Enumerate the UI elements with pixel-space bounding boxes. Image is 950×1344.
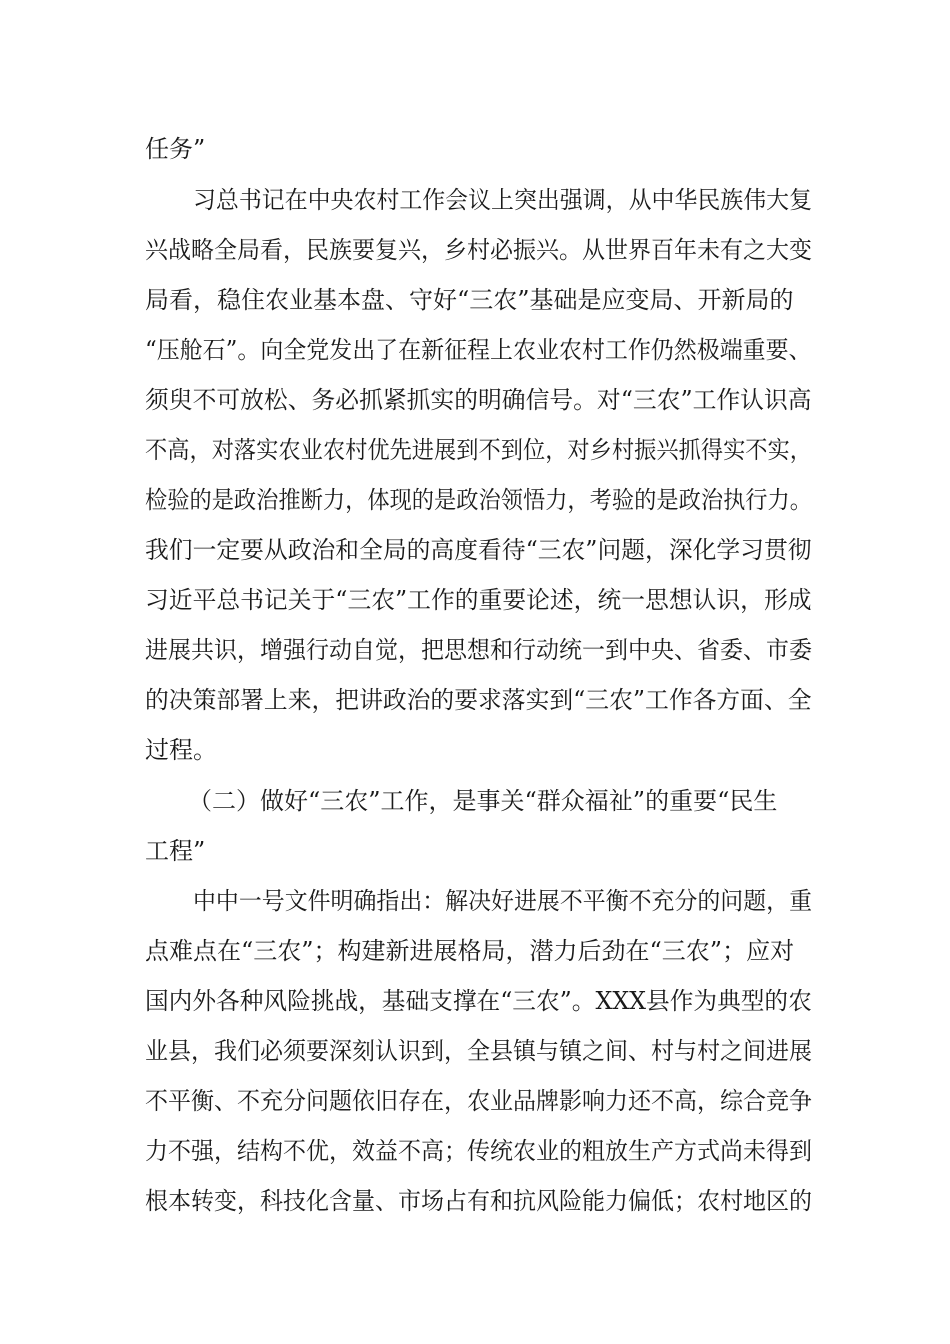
text-line: 不高，对落实农业农村优先进展到不到位，对乡村振兴抓得实不实， [145, 436, 812, 464]
text-line: 进展共识，增强行动自觉，把思想和行动统一到中央、省委、市委 [145, 636, 812, 664]
text-line: 须臾不可放松、务必抓紧抓实的明确信号。对“三农”工作认识高 [145, 386, 812, 414]
text-line: 局看，稳住农业基本盘、守好“三农”基础是应变局、开新局的 [145, 286, 794, 314]
text-line: 任务” [145, 135, 206, 163]
text-line: 过程。 [145, 736, 217, 764]
text-line: 检验的是政治推断力，体现的是政治领悟力，考验的是政治执行力。 [145, 486, 812, 514]
text-line: 业县，我们必须要深刻认识到，全县镇与镇之间、村与村之间进展 [145, 1037, 812, 1065]
text-line: 习近平总书记关于“三农”工作的重要论述，统一思想认识，形成 [145, 586, 812, 614]
paragraph-first-line: 中中一号文件明确指出：解决好进展不平衡不充分的问题，重 [193, 887, 812, 915]
text-line: 兴战略全局看，民族要复兴，乡村必振兴。从世界百年未有之大变 [145, 236, 812, 264]
section-heading-continuation: 工程” [145, 837, 206, 865]
text-line: 力不强，结构不优，效益不高；传统农业的粗放生产方式尚未得到 [145, 1137, 812, 1165]
paragraph-first-line: 习总书记在中央农村工作会议上突出强调，从中华民族伟大复 [193, 186, 812, 214]
text-line: 的决策部署上来，把讲政治的要求落实到“三农”工作各方面、全 [145, 686, 812, 714]
text-line: 根本转变，科技化含量、市场占有和抗风险能力偏低；农村地区的 [145, 1187, 812, 1215]
text-line: “压舱石”。向全党发出了在新征程上农业农村工作仍然极端重要、 [145, 336, 812, 364]
text-line: 不平衡、不充分问题依旧存在，农业品牌影响力还不高，综合竞争 [145, 1087, 812, 1115]
text-line: 我们一定要从政治和全局的高度看待“三农”问题，深化学习贯彻 [145, 536, 812, 564]
text-line: 点难点在“三农”；构建新进展格局，潜力后劲在“三农”；应对 [145, 937, 795, 965]
section-heading: （二）做好“三农”工作，是事关“群众福祉”的重要“民生 [188, 787, 778, 815]
text-line: 国内外各种风险挑战，基础支撑在“三农”。XXX县作为典型的农 [145, 987, 812, 1015]
